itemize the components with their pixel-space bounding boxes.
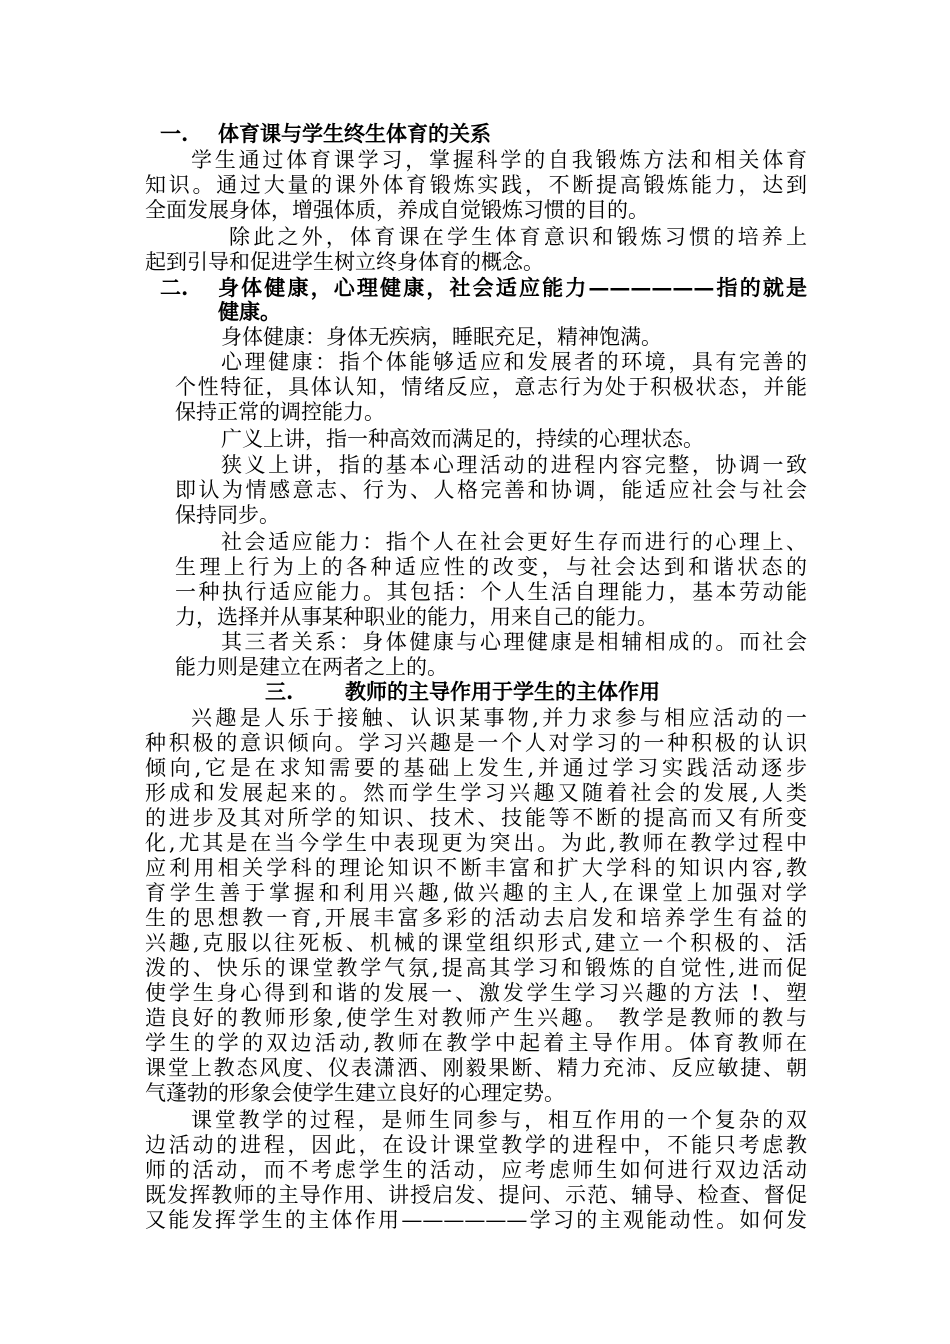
- paragraph-line: 社会适应能力：指个人在社会更好生存而进行的心理上、: [221, 530, 807, 554]
- paragraph-line: 既发挥教师的主导作用、讲授启发、提问、示范、辅导、检查、督促: [145, 1183, 807, 1207]
- paragraph-line: 能力则是建立在两者之上的。: [175, 655, 448, 679]
- paragraph-line: 课堂教学的过程，是师生同参与，相互作用的一个复杂的双: [191, 1108, 807, 1132]
- paragraph-line: 兴趣是人乐于接触、认识某事物,并力求参与相应活动的一: [191, 706, 807, 730]
- paragraph-line: 课堂上教态风度、仪表潇洒、刚毅果断、精力充沛、反应敏捷、朝: [145, 1056, 807, 1080]
- paragraph-line: 除此之外，体育课在学生体育意识和锻炼习惯的培养上: [229, 225, 807, 249]
- paragraph-line: 全面发展身体，增强体质，养成自觉锻炼习惯的目的。: [145, 198, 649, 222]
- paragraph-line: 知识。通过大量的课外体育锻炼实践，不断提高锻炼能力，达到: [145, 173, 807, 197]
- paragraph-line: 其三者关系：身体健康与心理健康是相辅相成的。而社会: [221, 630, 807, 654]
- paragraph-line: 个性特征，具体认知，情绪反应，意志行为处于积极状态，并能: [175, 375, 807, 399]
- paragraph-line: 生理上行为上的各种适应性的改变，与社会达到和谐状态的: [175, 555, 807, 579]
- section1-heading-number: 一.: [160, 121, 189, 146]
- paragraph-line: 师的活动，而不考虑学生的活动，应考虑师生如何进行双边活动: [145, 1158, 807, 1182]
- section2-heading-number: 二.: [160, 275, 189, 300]
- paragraph-line: 种积极的意识倾向。学习兴趣是一个人对学习的一种积极的认识: [145, 731, 807, 755]
- paragraph-line: 广义上讲，指一种高效而满足的，持续的心理状态。: [221, 427, 704, 451]
- paragraph-line: 化,尤其是在当今学生中表现更为突出。为此,教师在教学过程中: [145, 831, 807, 855]
- paragraph-line: 兴趣,克服以往死板、机械的课堂组织形式,建立一个积极的、活: [145, 931, 807, 955]
- paragraph-line: 气蓬勃的形象会使学生建立良好的心理定势。: [145, 1081, 565, 1105]
- section3-heading: 教师的主导作用于学生的主体作用: [345, 679, 660, 704]
- paragraph-line: 力，选择并从事某种职业的能力，用来自己的能力。: [175, 605, 658, 629]
- paragraph-line: 应利用相关学科的理论知识不断丰富和扩大学科的知识内容,教: [145, 856, 807, 880]
- paragraph-line: 生的思想教一育,开展丰富多彩的活动去启发和培养学生有益的: [145, 906, 807, 930]
- paragraph-line: 边活动的进程，因此，在设计课堂教学的进程中，不能只考虑教: [145, 1133, 807, 1157]
- section3-heading-number: 三.: [265, 679, 294, 704]
- paragraph-line: 心理健康：指个体能够适应和发展者的环境，具有完善的: [221, 350, 807, 374]
- paragraph-line: 即认为情感意志、行为、人格完善和协调，能适应社会与社会: [175, 478, 807, 502]
- paragraph-line: 保持同步。: [175, 503, 280, 527]
- paragraph-line: 又能发挥学生的主体作用——————学习的主观能动性。如何发: [145, 1208, 807, 1232]
- section2-heading-cont: 健康。: [218, 299, 281, 324]
- section2-heading: 身体健康，心理健康，社会适应能力——————指的就是: [218, 275, 807, 300]
- paragraph-line: 育学生善于掌握和利用兴趣,做兴趣的主人,在课堂上加强对学: [145, 881, 807, 905]
- paragraph-line: 泼的、快乐的课堂教学气氛,提高其学习和锻炼的自觉性,进而促: [145, 956, 807, 980]
- paragraph-line: 学生的学的双边活动,教师在教学中起着主导作用。体育教师在: [145, 1031, 807, 1055]
- paragraph-line: 使学生身心得到和谐的发展一、激发学生学习兴趣的方法 !、塑: [145, 981, 807, 1005]
- paragraph-line: 学生通过体育课学习，掌握科学的自我锻炼方法和相关体育: [191, 148, 807, 172]
- paragraph-line: 的进步及其对所学的知识、技术、技能等不断的提高而又有所变: [145, 806, 807, 830]
- paragraph-line: 一种执行适应能力。其包括：个人生活自理能力，基本劳动能: [175, 580, 807, 604]
- paragraph-line: 造良好的教师形象,使学生对教师产生兴趣。 教学是教师的教与: [145, 1006, 807, 1030]
- paragraph-line: 狭义上讲，指的基本心理活动的进程内容完整，协调一致: [221, 453, 807, 477]
- paragraph-line: 身体健康：身体无疾病，睡眠充足，精神饱满。: [221, 325, 662, 349]
- section1-heading: 体育课与学生终生体育的关系: [218, 121, 491, 146]
- paragraph-line: 倾向,它是在求知需要的基础上发生,并通过学习实践活动逐步: [145, 756, 807, 780]
- paragraph-line: 起到引导和促进学生树立终身体育的概念。: [145, 250, 544, 274]
- paragraph-line: 形成和发展起来的。然而学生学习兴趣又随着社会的发展,人类: [145, 781, 807, 805]
- paragraph-line: 保持正常的调控能力。: [175, 400, 385, 424]
